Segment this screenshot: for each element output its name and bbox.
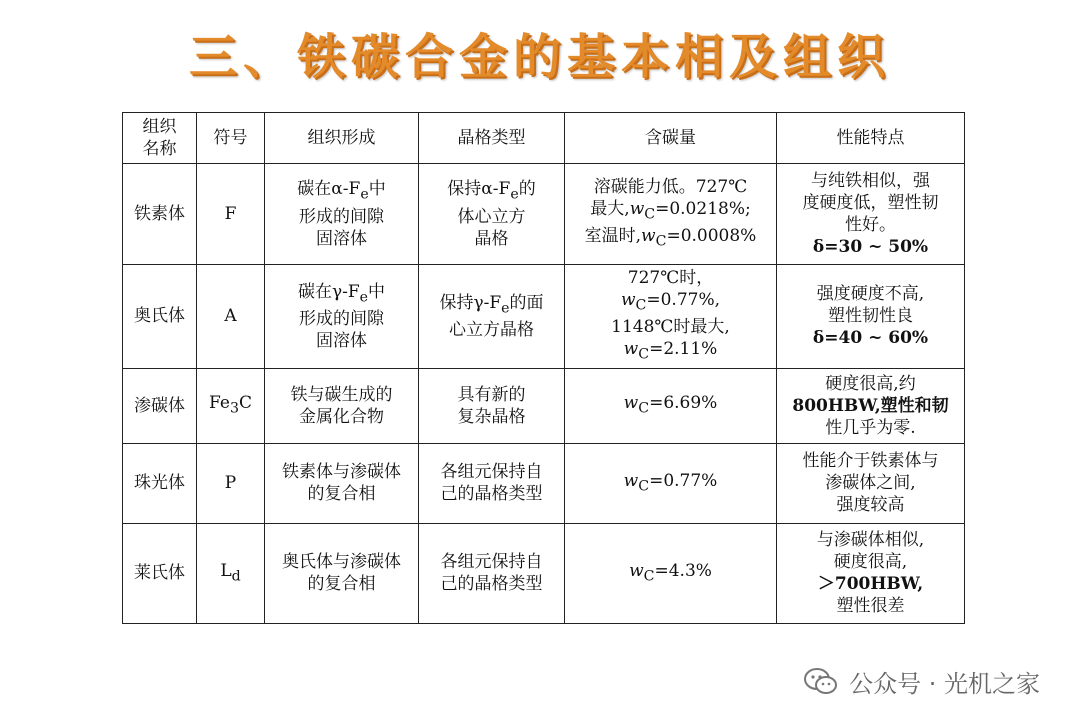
cell-properties: 与纯铁相似，强 度硬度低，塑性韧 性好。 δ=30 ~ 50% [777,164,965,265]
cell-formation: 铁与碳生成的 金属化合物 [265,368,419,443]
cell-formation: 碳在$\alpha-F_e$中 形成的间隙 固溶体 [265,164,419,265]
cell-name: 奥氏体 [123,265,197,369]
cell-symbol: F [197,164,265,265]
page-title: 三、铁碳合金的基本相及组织 [188,29,891,85]
cell-lattice: 各组元保持自 己的晶格类型 [419,443,565,523]
cell-lattice: 具有新的 复杂晶格 [419,368,565,443]
table-row [123,443,965,523]
cell-symbol: $Fe_3C$ [197,368,265,443]
table-row [123,368,965,443]
header-carbon: 含碳量 [565,113,777,164]
phase-table [122,112,965,624]
header-formation: 组织形成 [265,113,419,164]
cell-lattice: 保持$\alpha-F_e$的 体心立方 晶格 [419,164,565,265]
table-row [123,265,965,369]
cell-lattice: 各组元保持自 己的晶格类型 [419,523,565,623]
table-row [123,523,965,623]
cell-properties: 硬度很高,约 800HBW,塑性和韧 性几乎为零. [777,368,965,443]
header-lattice: 晶格类型 [419,113,565,164]
cell-carbon: 溶碳能力低。727℃ 最大$,w_C=0.0218\%$; 室温时$,w_C=0.0008\%$ [565,164,777,265]
cell-carbon: $w_C=6.69\%$ [565,368,777,443]
cell-symbol: P [197,443,265,523]
cell-name: 莱氏体 [123,523,197,623]
cell-name: 渗碳体 [123,368,197,443]
header-row [123,113,965,164]
header-properties: 性能特点 [777,113,965,164]
cell-name: 珠光体 [123,443,197,523]
cell-formation: 奥氏体与渗碳体 的复合相 [265,523,419,623]
cell-name: 铁素体 [123,164,197,265]
cell-properties: 性能介于铁素体与 渗碳体之间, 强度较高 [777,443,965,523]
watermark-text: 公众号 · 光机之家 [849,670,1040,698]
cell-formation: 铁素体与渗碳体 的复合相 [265,443,419,523]
table-row [123,164,965,265]
cell-carbon: $w_C=0.77\%$ [565,443,777,523]
watermark [803,664,1040,699]
cell-properties: 强度硬度不高, 塑性韧性良 δ=40 ~ 60% [777,265,965,369]
cell-symbol: A [197,265,265,369]
cell-symbol: $L_d$ [197,523,265,623]
cell-carbon: $w_C=4.3\%$ [565,523,777,623]
cell-formation: 碳在$\gamma-F_e$中 形成的间隙 固溶体 [265,265,419,369]
header-name: 组织 名称 [123,113,197,164]
header-symbol: 符号 [197,113,265,164]
cell-carbon: 727℃时， $w_C=0.77\%$, 1148℃时最大, $w_C=2.11\%$ [565,265,777,369]
cell-properties: 与渗碳体相似, 硬度很高, ＞700HBW, 塑性很差 [777,523,965,623]
cell-lattice: 保持$\gamma-F_e$的面 心立方晶格 [419,265,565,369]
wechat-icon [803,667,839,697]
